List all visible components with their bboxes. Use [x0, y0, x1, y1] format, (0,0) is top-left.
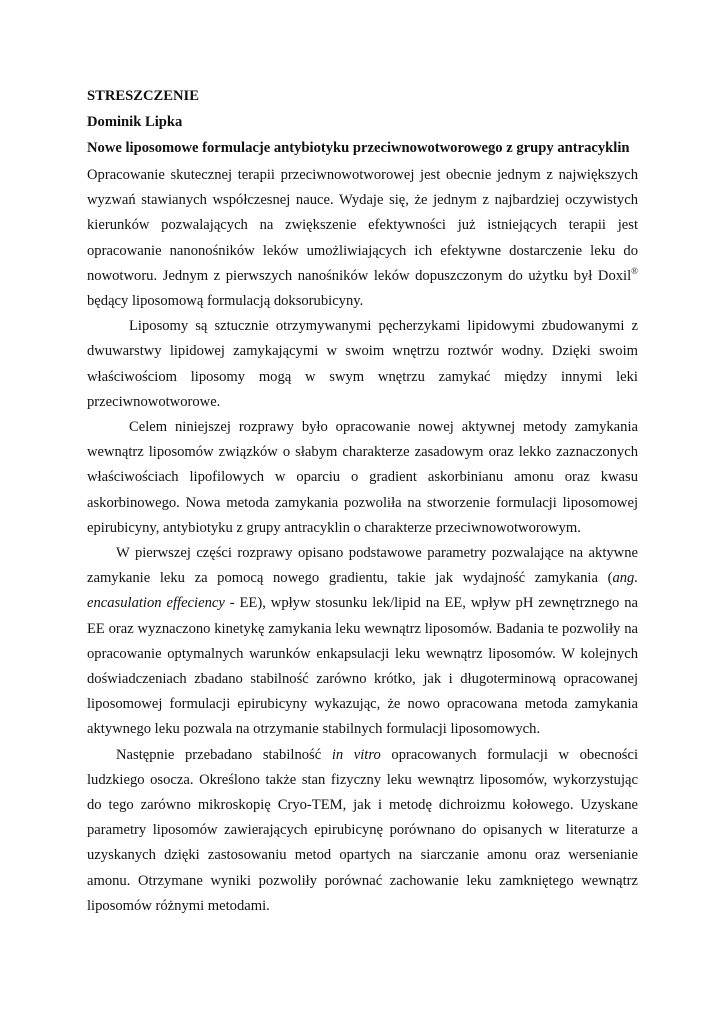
paragraph-3: Celem niniejszej rozprawy było opracowanie nowej aktywnej metody zamykania wewnątrz liposomów związków o słabym charakterze zasadowym oraz lekko zaznaczonych właściwościach lipofilowych w oparciu o gradient askorbinianu amonu oraz kwasu askorbinowego. Nowa metoda zamykania pozwoliła na stworzenie formulacji liposomowej epirubicyny, antybiotyku z grupy antracyklin o charakterze przeciwnowotworowym.	[87, 419, 638, 536]
thesis-title: Nowe liposomowe formulacje antybiotyku przeciwnowotworowego z grupy antracyklin	[87, 140, 630, 156]
paragraph-5-italic: in vitro	[331, 746, 381, 763]
section-title: STRESZCZENIE	[87, 88, 199, 104]
registered-mark: ®	[631, 265, 638, 276]
paragraph-5-text-b: opracowanych formulacji w obecności ludzkiego osocza. Określono także stan fizyczny leku wewnątrz liposomów, wykorzystując do tego zarówno mikroskopię Cryo-TEM, jak i metodę dichroizmu kołowego. Uzyskane parametry liposomów zawierających epirubicynę porównano do opisanych w literaturze a uzyskanych dzięki zastosowaniu metod opartych na siarczanie amonu oraz wersenianie amonu. Otrzymane wyniki pozwoliły porównać zachowanie leku zamkniętego wewnątrz liposomów różnymi metodami.	[87, 746, 638, 914]
paragraph-4-text-a: W pierwszej części rozprawy opisano podstawowe parametry pozwalające na aktywne zamykanie leku za pomocą nowego gradientu, takie jak wydajność zamykania (	[87, 545, 638, 587]
paragraph-4-italic: ang. encasulation effeciency	[87, 570, 638, 612]
document-page	[87, 83, 638, 919]
author-name: Dominik Lipka	[87, 114, 183, 130]
paragraph-1	[87, 163, 638, 314]
paragraph-5-text-a: Następnie przebadano stabilność	[116, 746, 332, 763]
paragraph-4-text-b: - EE), wpływ stosunku lek/lipid na EE, wpływ pH zewnętrznego na EE oraz wyznaczono kinetykę zamykania leku wewnątrz liposomów. Badania te pozwoliły na opracowanie optymalnych warunków enkapsulacji leku wewnątrz liposomów. W kolejnych doświadczeniach zbadano stabilność zarówno krótko, jak i długoterminową opracowanej liposomowej formulacji epirubicyny wykazując, że nowo opracowana metoda zamykania aktywnego leku pozwala na otrzymanie stabilnych formulacji liposomowych.	[87, 595, 638, 738]
paragraph-2: Liposomy są sztucznie otrzymywanymi pęcherzykami lipidowymi zbudowanymi z dwuwarstwy lipidowej zamykającymi w swoim wnętrzu roztwór wodny. Dzięki swoim właściwościom liposomy mogą w swym wnętrzu zamykać między innymi leki przeciwnowotworowe.	[87, 318, 638, 410]
paragraph-4	[87, 541, 638, 743]
paragraph-1-text-a: Opracowanie skutecznej terapii przeciwnowotworowej jest obecnie jednym z największych wyzwań stawianych współczesnej nauce. Wydaje się, że jednym z najbardziej oczywistych kierunków pozwalających na zwiększenie efektywności już istniejących terapii jest opracowanie nanonośników leków umożliwiających ich efektywne dostarczenie leku do nowotworu. Jednym z pierwszych nanośników leków dopuszczonym do użytku był Doxil	[87, 167, 638, 284]
paragraph-5	[87, 743, 638, 919]
paragraph-1-text-b: będący liposomową formulacją doksorubicyny.	[87, 293, 364, 310]
